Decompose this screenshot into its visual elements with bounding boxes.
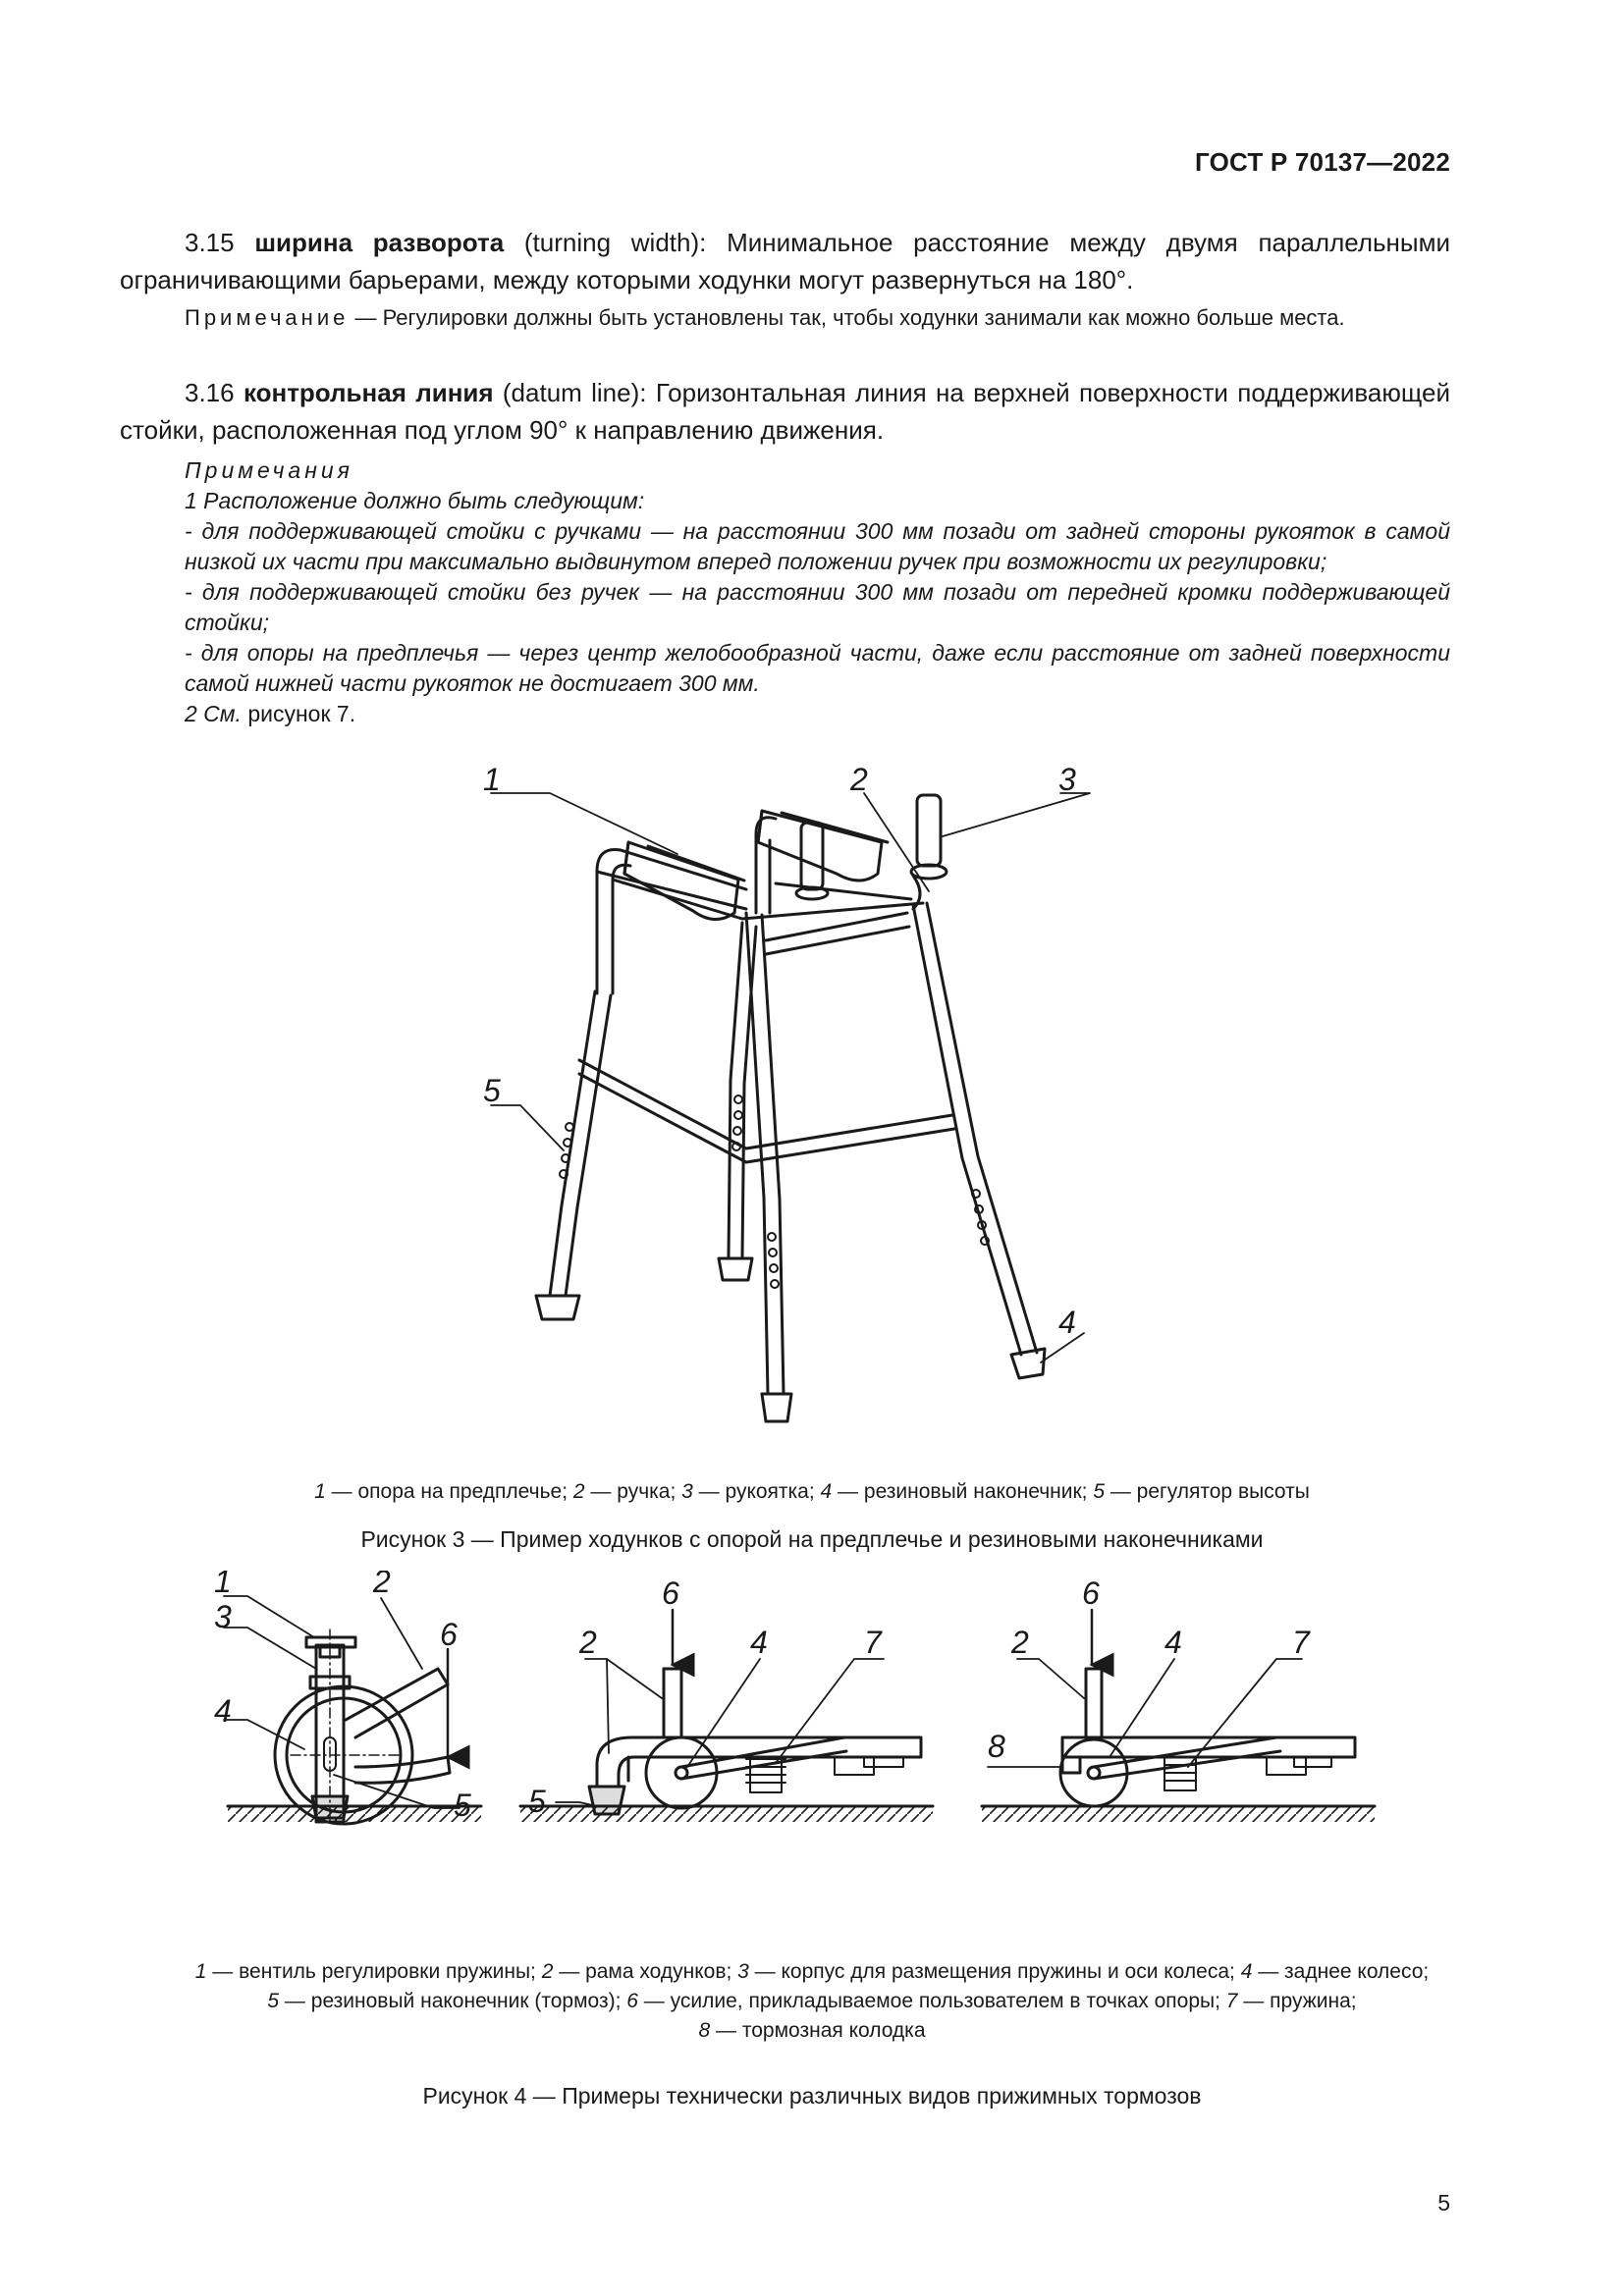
term-definition: (datum line): Горизонтальная линия на верхней поверхности поддерживающей стойки, расположенная под углом 90° к направлению движения. <box>120 378 1450 445</box>
note-text: — Регулировки должны быть установлены так, чтобы ходунки занимали как можно больше места. <box>349 305 1345 330</box>
brake-variant-3 <box>982 1575 1375 1822</box>
frame-left-loop <box>597 849 746 993</box>
figure-3-walker-drawing <box>432 746 1139 1472</box>
callout-6: 6 <box>440 1617 458 1652</box>
callout-5: 5 <box>528 1784 546 1819</box>
term-name: контрольная линия <box>243 378 494 407</box>
figure-3-legend: 1 — опора на предплечье; 2 — ручка; 3 — рукоятка; 4 — резиновый наконечник; 5 — регулятор высоты <box>314 1480 1310 1503</box>
grip-right <box>911 795 947 879</box>
callout-5: 5 <box>483 1073 501 1108</box>
callout-7: 7 <box>1292 1625 1310 1660</box>
rubber-tip <box>719 1258 752 1280</box>
note-bullet-2: - для поддерживающей стойки без ручек — на расстоянии 300 мм позади от передней кромки поддерживающей стойки; <box>185 579 1450 635</box>
figure-4-legend: 1 — вентиль регулировки пружины; 2 — рама ходунков; 3 — корпус для размещения пружины и оси колеса; 4 — заднее колесо; 5 — резиновый наконечник (тормоз); 6 — усилие, прикладываемое пользователем в точках опоры; 7 — пружина; 8 — тормозная колодка <box>194 1960 1430 2042</box>
callout-4: 4 <box>750 1625 768 1660</box>
callout-6: 6 <box>1082 1575 1100 1611</box>
callout-2: 2 <box>373 1571 391 1599</box>
callout-4: 4 <box>1164 1625 1182 1660</box>
callout-2: 2 <box>850 762 868 797</box>
callout-2: 2 <box>1011 1625 1029 1660</box>
callout-8: 8 <box>988 1729 1005 1764</box>
rubber-tip <box>762 1394 791 1421</box>
brake-variant-1 <box>214 1571 481 1826</box>
top-rail <box>613 880 923 919</box>
callout-1: 1 <box>214 1571 232 1599</box>
callout-6: 6 <box>662 1575 679 1611</box>
term-number: 3.15 <box>185 228 235 257</box>
callout-4: 4 <box>1058 1305 1076 1340</box>
callout-2: 2 <box>579 1625 597 1660</box>
grip-left <box>796 823 828 899</box>
callout-7: 7 <box>864 1625 882 1660</box>
figure-3-title: Рисунок 3 — Пример ходунков с опорой на предплечье и резиновыми наконечниками <box>360 1526 1264 1552</box>
note-bullet-1: - для поддерживающей стойки с ручками — на расстоянии 300 мм позади от задней стороны рукояток в самой низкой их части при максимально выдвинутом вперед положении ручек при возможности их регулировки; <box>185 518 1450 574</box>
figure-4-brakes-drawing <box>196 1571 1414 1963</box>
term-definition: (turning width): Минимальное расстояние между двумя параллельными ограничивающими барьерами, между которыми ходунки могут развернуться на 180°. <box>120 228 1450 294</box>
note-item-1: 1 Расположение должно быть следующим: <box>185 488 645 513</box>
note-lead: Примечание <box>185 305 350 330</box>
leg-rear-right <box>913 905 1021 1355</box>
term-3-15 <box>120 224 1450 298</box>
notes-3-16 <box>120 455 1450 729</box>
term-3-16 <box>120 374 1450 449</box>
callout-4: 4 <box>214 1693 232 1729</box>
callout-5: 5 <box>454 1788 471 1823</box>
note-bullet-3: - для опоры на предплечья — через центр желобообразной части, даже если расстояние от задней поверхности самой нижней части рукояток не достигает 300 мм. <box>185 640 1450 696</box>
brake-variant-2 <box>520 1575 933 1822</box>
page-number: 5 <box>1437 2190 1450 2216</box>
callout-3: 3 <box>1058 762 1076 797</box>
note-item-2: 2 См. рисунок 7. <box>185 701 356 726</box>
leg-rear-left <box>729 923 742 1256</box>
term-name: ширина разворота <box>254 228 505 257</box>
note-3-15 <box>120 302 1450 333</box>
rubber-tip <box>1011 1349 1045 1378</box>
callout-3: 3 <box>214 1599 232 1634</box>
leg-front-right <box>746 913 768 1394</box>
forearm-support-left <box>624 842 744 920</box>
term-number: 3.16 <box>185 378 235 407</box>
figure-4-title: Рисунок 4 — Примеры технически различных видов прижимных тормозов <box>422 2083 1202 2109</box>
notes-lead: Примечания <box>185 457 353 483</box>
rubber-tip <box>536 1296 579 1319</box>
callout-1: 1 <box>483 762 501 797</box>
cross-bar-upper <box>766 913 907 940</box>
document-code: ГОСТ Р 70137—2022 <box>1195 147 1450 177</box>
